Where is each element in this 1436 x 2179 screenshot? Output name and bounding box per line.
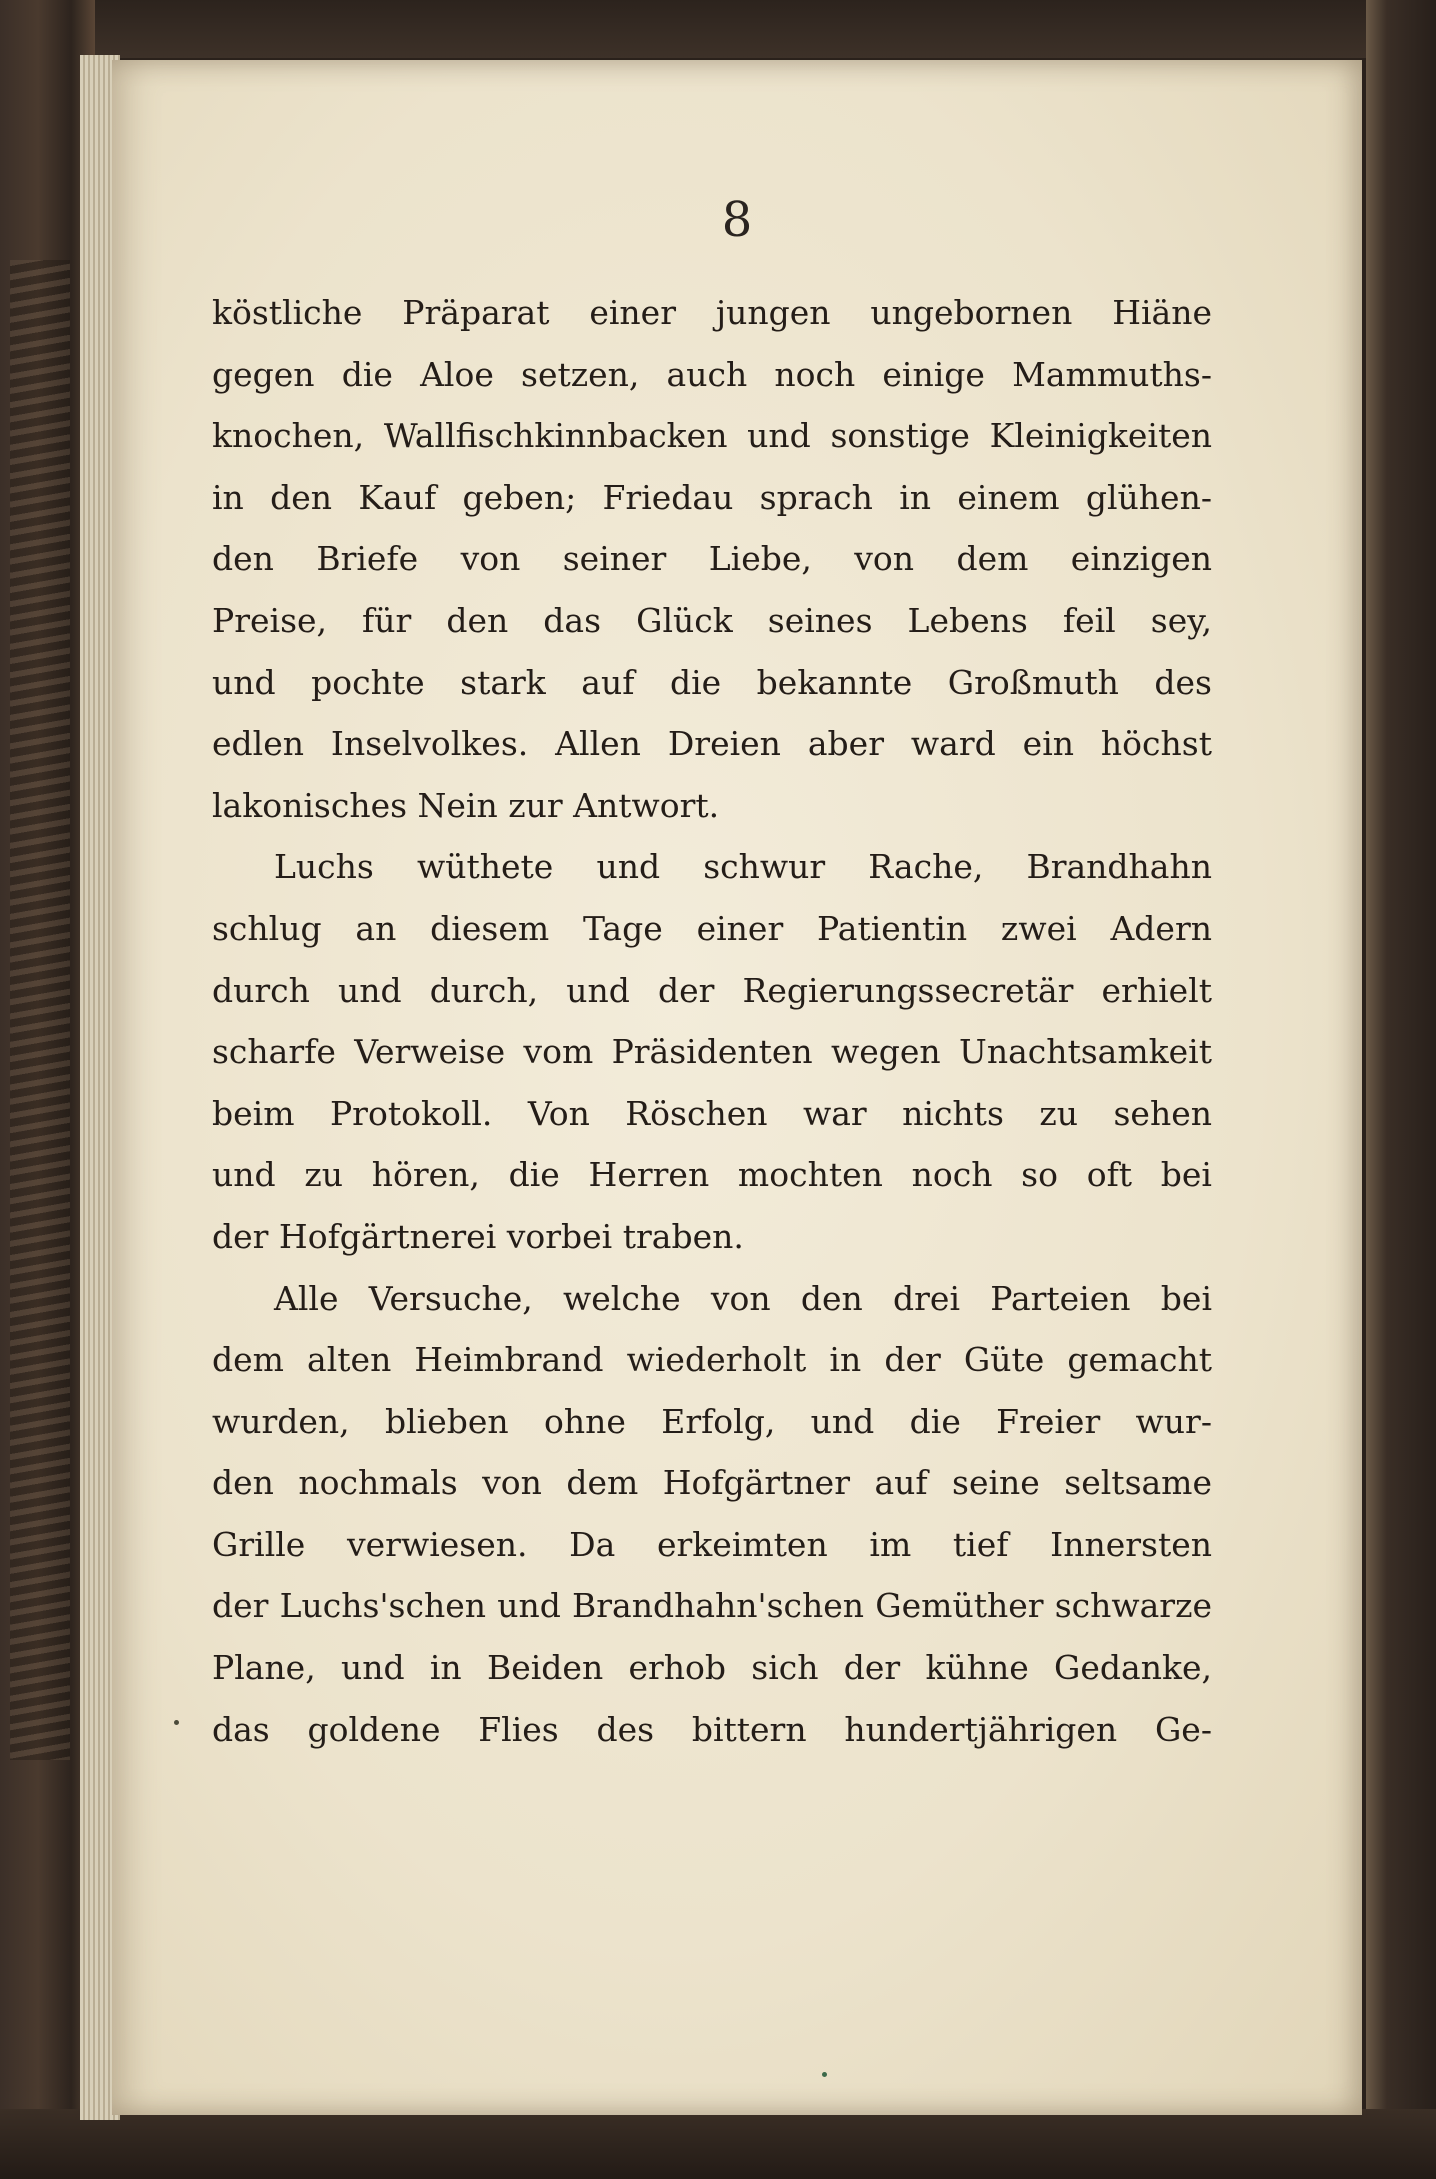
- text-line: durch und durch, und der Regierungssecretär erhielt: [212, 970, 1212, 1010]
- book-cover-bottom: [0, 2109, 1436, 2179]
- text-line: knochen, Wallfischkinnbacken und sonstige Kleinigkeiten: [212, 416, 1212, 456]
- paragraph-start-line: Alle Versuche, welche von den drei Parteien bei: [274, 1278, 1212, 1318]
- book-cover-top: [0, 0, 1436, 58]
- text-line: den nochmals von dem Hofgärtner auf seine seltsame: [212, 1463, 1212, 1503]
- page-number: 8: [721, 192, 753, 248]
- text-line: Plane, und in Beiden erhob sich der kühne Gedanke,: [212, 1648, 1212, 1688]
- paper-spot: [174, 1720, 179, 1725]
- text-line: in den Kauf geben; Friedau sprach in einem glühen-: [212, 477, 1212, 517]
- text-line: wurden, blieben ohne Erfolg, und die Freier wur-: [212, 1401, 1212, 1441]
- text-line: edlen Inselvolkes. Allen Dreien aber ward ein höchst: [212, 724, 1212, 764]
- text-line: der Luchs'schen und Brandhahn'schen Gemüther schwarze: [212, 1586, 1212, 1626]
- text-line: lakonisches Nein zur Antwort.: [212, 785, 720, 825]
- text-line: der Hofgärtnerei vorbei traben.: [212, 1216, 744, 1256]
- text-line: gegen die Aloe setzen, auch noch einige Mammuths-: [212, 354, 1212, 394]
- text-line: Preise, für den das Glück seines Lebens feil sey,: [212, 600, 1212, 640]
- book-cover-right: [1366, 0, 1436, 2179]
- text-line: beim Protokoll. Von Röschen war nichts zu sehen: [212, 1093, 1212, 1133]
- text-line: den Briefe von seiner Liebe, von dem einzigen: [212, 539, 1212, 579]
- paragraph-start-line: Luchs wüthete und schwur Rache, Brandhahn: [274, 847, 1212, 887]
- text-line: schlug an diesem Tage einer Patientin zwei Adern: [212, 908, 1212, 948]
- text-line: und zu hören, die Herren mochten noch so oft bei: [212, 1155, 1212, 1195]
- text-line: dem alten Heimbrand wiederholt in der Güte gemacht: [212, 1340, 1212, 1380]
- text-line: Grille verwiesen. Da erkeimten im tief Innersten: [212, 1524, 1212, 1564]
- text-line: köstliche Präparat einer jungen ungebornen Hiäne: [212, 293, 1212, 332]
- body-text: [212, 282, 1212, 1760]
- text-line: scharfe Verweise vom Präsidenten wegen Unachtsamkeit: [212, 1032, 1212, 1072]
- text-line: das goldene Flies des bittern hundertjährigen Ge-: [212, 1709, 1212, 1749]
- text-line: und pochte stark auf die bekannte Großmuth des: [212, 662, 1212, 702]
- paper-spot: [822, 2072, 827, 2077]
